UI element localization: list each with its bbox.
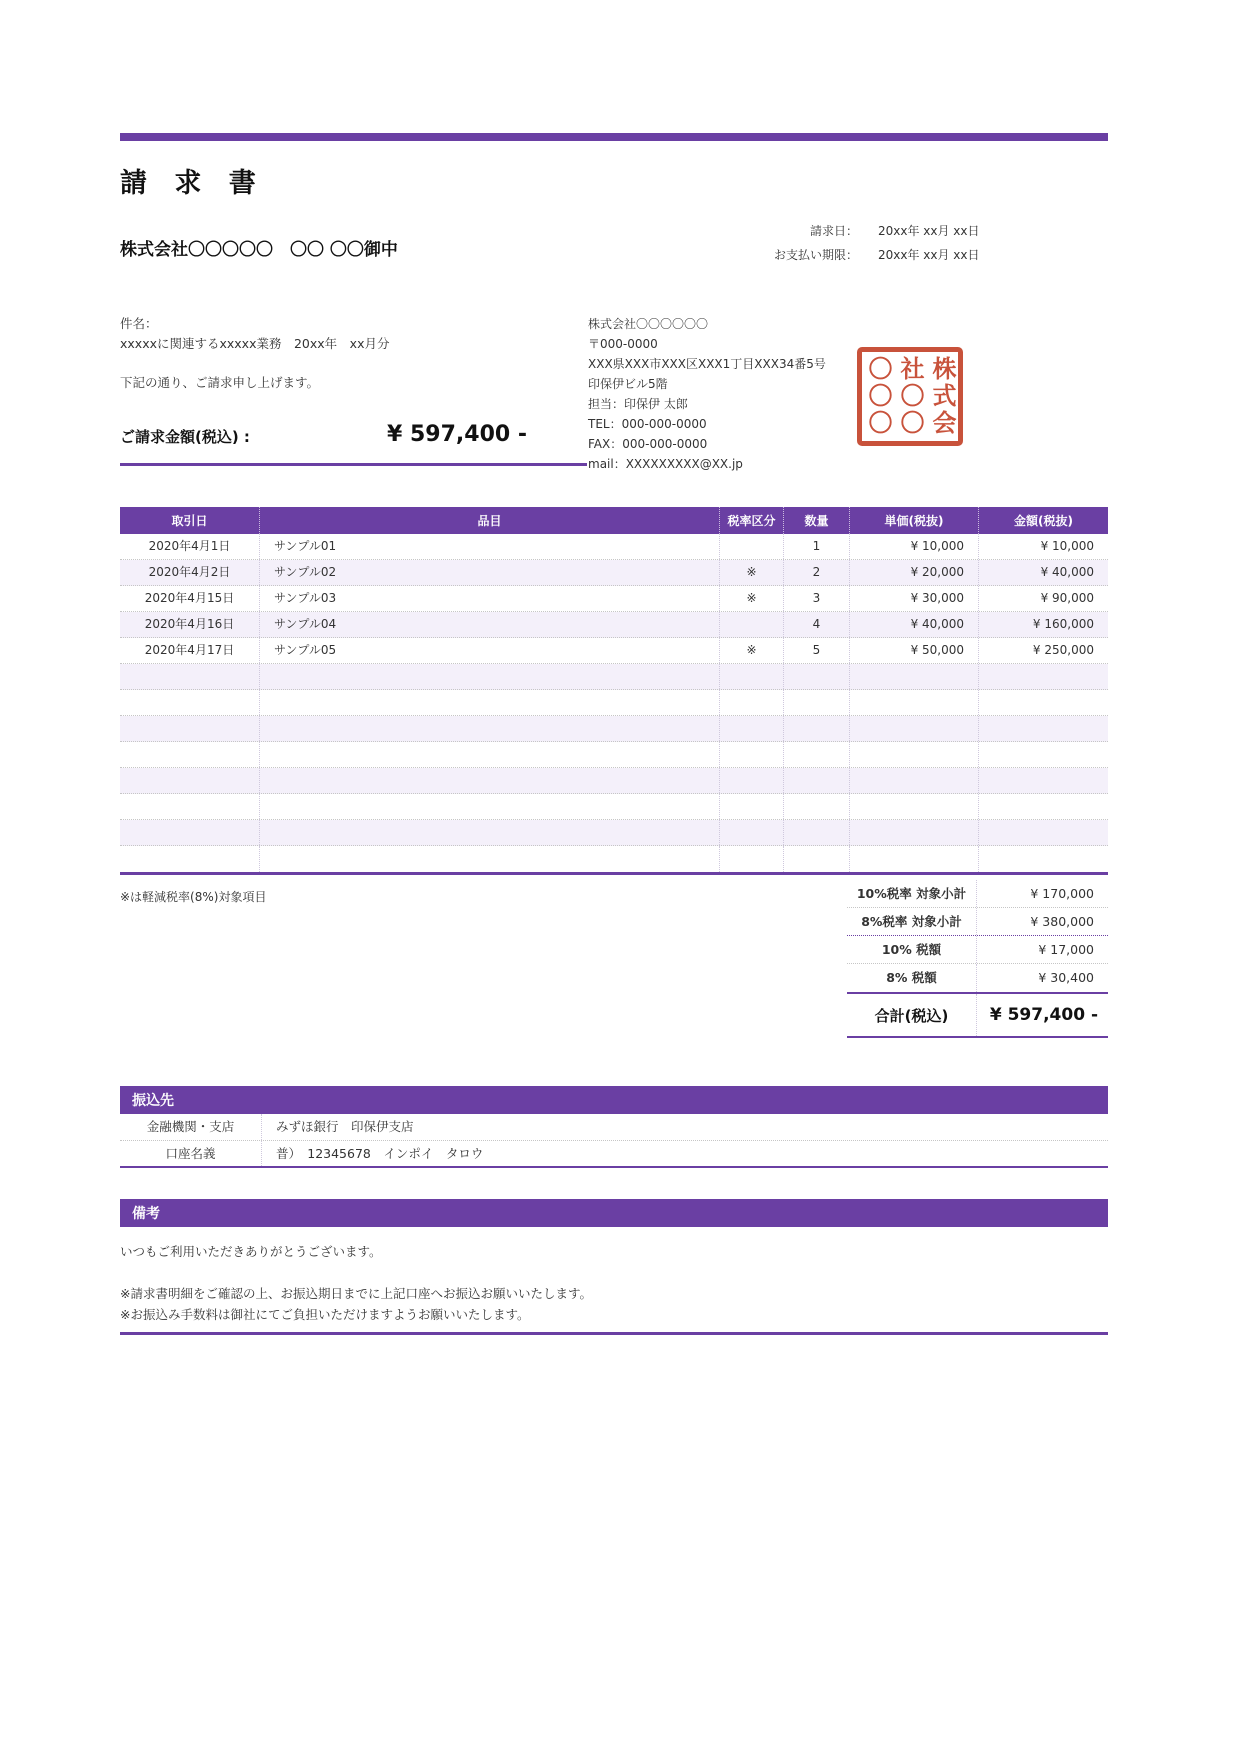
cell-tax-class: [719, 846, 783, 872]
note-line: [120, 1262, 1108, 1283]
cell-amount: [978, 742, 1108, 767]
intro-left-column: [120, 314, 587, 474]
summary-row: [847, 880, 1108, 908]
cell-qty: [783, 664, 849, 689]
meta-row: [120, 218, 1108, 266]
cell-amount: ¥ 160,000: [978, 612, 1108, 637]
cell-unit-price: ¥ 30,000: [849, 586, 978, 611]
cell-date: [120, 742, 259, 767]
greeting-text: 下記の通り、ご請求申し上げます。: [120, 375, 320, 390]
due-date-value: 20xx年 xx月 xx日: [878, 247, 980, 262]
cell-item: [259, 820, 719, 845]
company-seal-stamp: [857, 347, 963, 446]
cell-item: サンプル03: [259, 586, 719, 611]
invoice-page: [120, 0, 1108, 1335]
cell-tax-class: ※: [719, 638, 783, 663]
bank-label: 口座名義: [120, 1141, 262, 1166]
issue-date-label: 請求日：: [809, 223, 858, 238]
table-row: [120, 664, 1108, 690]
seal-column-right: 株式会: [928, 356, 957, 437]
bank-section-title: 振込先: [120, 1086, 1108, 1114]
cell-qty: 4: [783, 612, 849, 637]
cell-amount: [978, 820, 1108, 845]
cell-tax-class: [719, 820, 783, 845]
cell-tax-class: [719, 664, 783, 689]
items-table-header: [120, 507, 1108, 534]
seal-column-middle: 社〇〇: [896, 356, 925, 437]
summary-label: 10%税率 対象小計: [847, 880, 977, 907]
summary-value: ¥ 380,000: [1030, 914, 1094, 929]
cell-unit-price: [849, 742, 978, 767]
bank-row: [120, 1114, 1108, 1140]
summary-rows: [847, 880, 1108, 992]
summary-label: 10% 税額: [847, 936, 977, 963]
summary-row: [847, 964, 1108, 992]
cell-item: サンプル04: [259, 612, 719, 637]
summary-label: 8%税率 対象小計: [847, 908, 977, 935]
cell-date: 2020年4月1日: [148, 539, 231, 553]
summary-label: 8% 税額: [847, 964, 977, 992]
cell-qty: 2: [783, 560, 849, 585]
bank-row: [120, 1140, 1108, 1166]
due-date-row: [698, 242, 990, 266]
cell-qty: [783, 820, 849, 845]
cell-item: [259, 794, 719, 819]
cell-unit-price: [849, 716, 978, 741]
column-header: 単価(税抜): [849, 507, 978, 534]
seal-column-left: 〇〇〇: [864, 356, 893, 437]
summary-value: ¥ 30,400: [1038, 970, 1094, 985]
issuer-address-2: 印保伊ビル5階: [588, 377, 668, 391]
column-header: 税率区分: [719, 507, 783, 534]
cell-tax-class: [719, 690, 783, 715]
table-row: [120, 716, 1108, 742]
issuer-postal-code: 〒000-0000: [588, 337, 658, 351]
cell-date: [120, 820, 259, 845]
cell-amount: ¥ 10,000: [978, 534, 1108, 559]
cell-unit-price: [849, 820, 978, 845]
table-row: [120, 742, 1108, 768]
cell-qty: 5: [783, 638, 849, 663]
total-amount-line: [120, 422, 587, 466]
items-table: [120, 507, 1108, 875]
cell-amount: ¥ 90,000: [978, 586, 1108, 611]
note-line: いつもご利用いただきありがとうございます。: [120, 1244, 382, 1259]
cell-tax-class: ※: [719, 560, 783, 585]
issuer-contact-person: 担当：印保伊 太郎: [588, 397, 688, 411]
issuer-block: [588, 314, 1108, 474]
cell-date: [120, 794, 259, 819]
bottom-rule: [120, 1332, 1108, 1335]
grand-total-label: 合計(税込): [847, 994, 977, 1036]
summary-row: [847, 936, 1108, 964]
cell-date: [120, 768, 259, 793]
cell-unit-price: [849, 794, 978, 819]
cell-amount: [978, 716, 1108, 741]
due-date-label: お支払い期限：: [773, 247, 858, 262]
table-row: [120, 768, 1108, 794]
bank-table: [120, 1114, 1108, 1168]
cell-unit-price: ¥ 40,000: [849, 612, 978, 637]
cell-item: [259, 664, 719, 689]
table-row: [120, 560, 1108, 586]
cell-item: [259, 690, 719, 715]
grand-total-row: [847, 994, 1108, 1038]
items-table-body: [120, 534, 1108, 872]
cell-unit-price: [849, 768, 978, 793]
top-accent-bar: [120, 133, 1108, 141]
cell-item: [259, 742, 719, 767]
column-header: 数量: [783, 507, 849, 534]
summary-value: ¥ 17,000: [1038, 942, 1094, 957]
issue-date-row: [698, 218, 990, 242]
cell-tax-class: [719, 716, 783, 741]
cell-item: サンプル02: [259, 560, 719, 585]
note-line: ※請求書明細をご確認の上、お振込期日までに上記口座へお振込お願いいたします。: [120, 1286, 592, 1301]
summary-row: [847, 908, 1108, 936]
cell-unit-price: ¥ 20,000: [849, 560, 978, 585]
reduced-tax-note: ※は軽減税率(8%)対象項目: [120, 890, 267, 904]
invoice-title: 請 求 書: [120, 168, 265, 199]
cell-date: 2020年4月15日: [144, 591, 235, 605]
bank-value: 普） 12345678 インポイ タロウ: [276, 1146, 484, 1161]
cell-tax-class: [719, 534, 783, 559]
cell-item: [259, 716, 719, 741]
cell-date: [120, 846, 259, 872]
subject-value: xxxxxに関連するxxxxx業務 20xx年 xx月分: [120, 336, 390, 351]
cell-qty: [783, 794, 849, 819]
subject-label: 件名：: [120, 316, 158, 331]
cell-amount: [978, 846, 1108, 872]
cell-date: [120, 690, 259, 715]
issuer-fax: FAX：000-000-0000: [588, 437, 708, 451]
column-header: 金額(税抜): [978, 507, 1108, 534]
cell-date: 2020年4月16日: [144, 617, 235, 631]
cell-amount: [978, 768, 1108, 793]
issuer-tel: TEL：000-000-0000: [588, 417, 707, 431]
cell-amount: ¥ 40,000: [978, 560, 1108, 585]
notes-body: [120, 1227, 1108, 1325]
total-amount-value: ¥ 597,400 -: [387, 422, 527, 447]
bank-label: 金融機関・支店: [120, 1114, 262, 1140]
cell-item: サンプル01: [259, 534, 719, 559]
issuer-mail: mail：XXXXXXXXX@XX.jp: [588, 457, 743, 471]
summary-value: ¥ 170,000: [1030, 886, 1094, 901]
cell-date: [120, 664, 259, 689]
column-header: 品目: [259, 507, 719, 534]
cell-item: [259, 768, 719, 793]
table-row: [120, 638, 1108, 664]
table-row: [120, 586, 1108, 612]
date-block: [698, 218, 990, 266]
cell-item: [259, 846, 719, 872]
cell-qty: 3: [783, 586, 849, 611]
cell-qty: [783, 768, 849, 793]
cell-amount: [978, 794, 1108, 819]
cell-tax-class: [719, 768, 783, 793]
table-row: [120, 794, 1108, 820]
cell-tax-class: [719, 612, 783, 637]
note-line: ※お振込み手数料は御社にてご負担いただけますようお願いいたします。: [120, 1307, 530, 1322]
cell-date: 2020年4月2日: [148, 565, 231, 579]
cell-tax-class: [719, 794, 783, 819]
cell-qty: [783, 690, 849, 715]
issuer-address-1: XXX県XXX市XXX区XXX1丁目XXX34番5号: [588, 357, 826, 371]
cell-tax-class: [719, 742, 783, 767]
table-row: [120, 820, 1108, 846]
cell-amount: [978, 690, 1108, 715]
cell-qty: [783, 846, 849, 872]
table-row: [120, 612, 1108, 638]
notes-section-title: 備考: [120, 1199, 1108, 1227]
cell-amount: [978, 664, 1108, 689]
issuer-company-name: 株式会社〇〇〇〇〇〇: [588, 317, 709, 331]
cell-date: [120, 716, 259, 741]
cell-unit-price: [849, 664, 978, 689]
cell-item: サンプル05: [259, 638, 719, 663]
table-row: [120, 846, 1108, 872]
cell-unit-price: ¥ 50,000: [849, 638, 978, 663]
after-table-row: [120, 880, 1108, 1038]
total-amount-label: ご請求金額(税込) :: [120, 428, 250, 446]
cell-qty: [783, 742, 849, 767]
column-header: 取引日: [171, 514, 208, 528]
bank-value: みずほ銀行 印保伊支店: [276, 1119, 414, 1134]
table-row: [120, 690, 1108, 716]
cell-unit-price: ¥ 10,000: [849, 534, 978, 559]
issue-date-value: 20xx年 xx月 xx日: [878, 223, 980, 238]
table-row: [120, 534, 1108, 560]
cell-unit-price: [849, 846, 978, 872]
summary-table: [847, 880, 1108, 1038]
cell-tax-class: ※: [719, 586, 783, 611]
cell-date: 2020年4月17日: [144, 643, 235, 657]
grand-total-value: ¥ 597,400 -: [989, 1005, 1098, 1025]
recipient-name: 株式会社〇〇〇〇〇 〇〇 〇〇御中: [120, 240, 398, 260]
cell-unit-price: [849, 690, 978, 715]
cell-qty: [783, 716, 849, 741]
cell-amount: ¥ 250,000: [978, 638, 1108, 663]
cell-qty: 1: [783, 534, 849, 559]
